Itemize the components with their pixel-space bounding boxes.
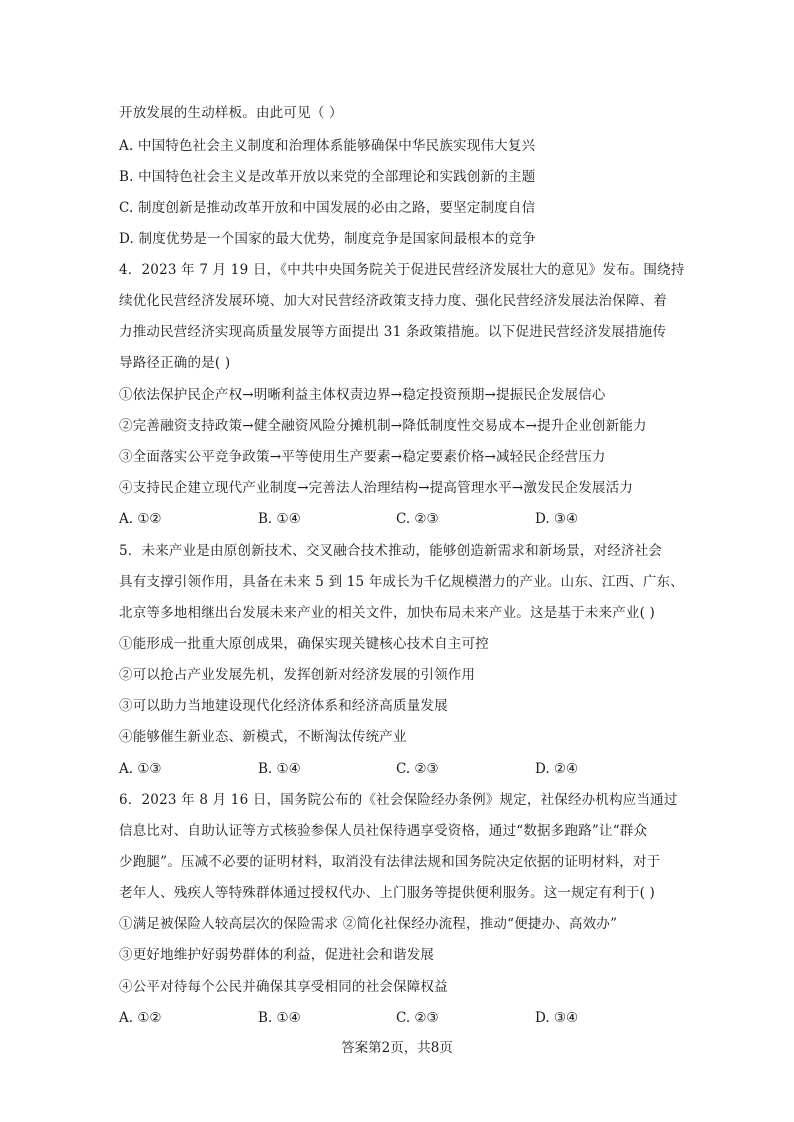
q6-items-1-2: ①满足被保险人较高层次的保险需求 ②简化社保经办流程，推动“便捷办、高效办”	[119, 916, 618, 932]
q6-choice-d: D. ③④	[535, 1010, 579, 1026]
q5-choices	[119, 760, 679, 778]
q4-choice-d: D. ③④	[535, 511, 579, 527]
q3-option-b: B. 中国特色社会主义是改革开放以来党的全部理论和实践创新的主题	[119, 169, 536, 185]
q4-choice-c: C. ②③	[396, 511, 439, 527]
q4-choices	[119, 510, 679, 528]
q6-stem-line-1: 6．2023 年 8 月 16 日，国务院公布的《社会保险经办条例》规定，社保经办机构应当通过	[119, 792, 678, 808]
q6-item-4: ④公平对待每个公民并确保其享受相同的社会保障权益	[119, 979, 448, 995]
q6-choice-c: C. ②③	[396, 1010, 439, 1026]
q3-option-d: D. 制度优势是一个国家的最大优势，制度竞争是国家间最根本的竞争	[119, 231, 536, 247]
q3-stem-end: 开放发展的生动样板。由此可见（ ）	[119, 105, 343, 121]
q5-choice-d: D. ②④	[535, 761, 579, 777]
q4-item-4: ④支持民企建立现代产业制度→完善法人治理结构→提高管理水平→激发民企发展活力	[119, 480, 634, 496]
q4-item-2: ②完善融资支持政策→健全融资风险分摊机制→降低制度性交易成本→提升企业创新能力	[119, 418, 647, 434]
q4-choice-a: A. ①②	[119, 511, 162, 527]
q6-stem-line-2: 信息比对、自助认证等方式核验参保人员社保待遇享受资格，通过“数据多跑路”让“群众	[119, 823, 648, 839]
q4-stem-line-1: 4．2023 年 7 月 19 日，《中共中央国务院关于促进民营经济发展壮大的意见》发布。围绕持	[119, 262, 685, 278]
q5-stem-line-1: 5．未来产业是由原创新技术、交叉融合技术推动，能够创造新需求和新场景，对经济社会	[119, 543, 663, 559]
q5-choice-a: A. ①③	[119, 761, 162, 777]
q5-choice-b: B. ①④	[258, 761, 301, 777]
q6-stem-line-4: 老年人、残疾人等特殊群体通过授权代办、上门服务等提供便利服务。这一规定有利于( )	[119, 885, 656, 901]
q4-item-3: ③全面落实公平竞争政策→平等使用生产要素→稳定要素价格→减轻民企经营压力	[119, 449, 606, 465]
q4-stem-line-2: 续优化民营经济发展环境、加大对民营经济政策支持力度、强化民营经济发展法治保障、着	[119, 293, 667, 309]
q6-item-3: ③更好地维护好弱势群体的利益，促进社会和谐发展	[119, 947, 435, 963]
q3-option-c: C. 制度创新是推动改革开放和中国发展的必由之路，要坚定制度自信	[119, 200, 536, 216]
q5-item-2: ②可以抢占产业发展先机，发挥创新对经济发展的引领作用	[119, 667, 476, 683]
q3-option-a: A. 中国特色社会主义制度和治理体系能够确保中华民族实现伟大复兴	[119, 138, 536, 154]
q6-choice-b: B. ①④	[258, 1010, 301, 1026]
q5-choice-c: C. ②③	[396, 761, 439, 777]
q5-item-3: ③可以助力当地建设现代化经济体系和经济高质量发展	[119, 698, 448, 714]
q4-item-1: ①依法保护民企产权→明晰利益主体权责边界→稳定投资预期→提振民企发展信心	[119, 387, 606, 403]
q5-item-1: ①能形成一批重大原创成果，确保实现关键核心技术自主可控	[119, 636, 489, 652]
page-footer: 答案第2页，共8页	[341, 1040, 453, 1056]
q4-stem-line-4: 导路径正确的是( )	[119, 355, 231, 371]
q5-item-4: ④能够催生新业态、新模式，不断淘汰传统产业	[119, 729, 407, 745]
q4-choice-b: B. ①④	[258, 511, 301, 527]
q6-choice-a: A. ①②	[119, 1010, 162, 1026]
q5-stem-line-3: 北京等多地相继出台发展未来产业的相关文件，加快布局未来产业。这是基于未来产业( )	[119, 605, 656, 621]
q4-stem-line-3: 力推动民营经济实现高质量发展等方面提出 31 条政策措施。以下促进民营经济发展措施传	[119, 324, 667, 340]
q6-stem-line-3: 少跑腿”。压减不必要的证明材料，取消没有法律法规和国务院决定依据的证明材料，对于	[119, 854, 661, 870]
q6-choices	[119, 1009, 679, 1027]
q5-stem-line-2: 具有支撑引领作用，具备在未来 5 到 15 年成长为千亿规模潜力的产业。山东、江西、广东、	[119, 574, 684, 590]
